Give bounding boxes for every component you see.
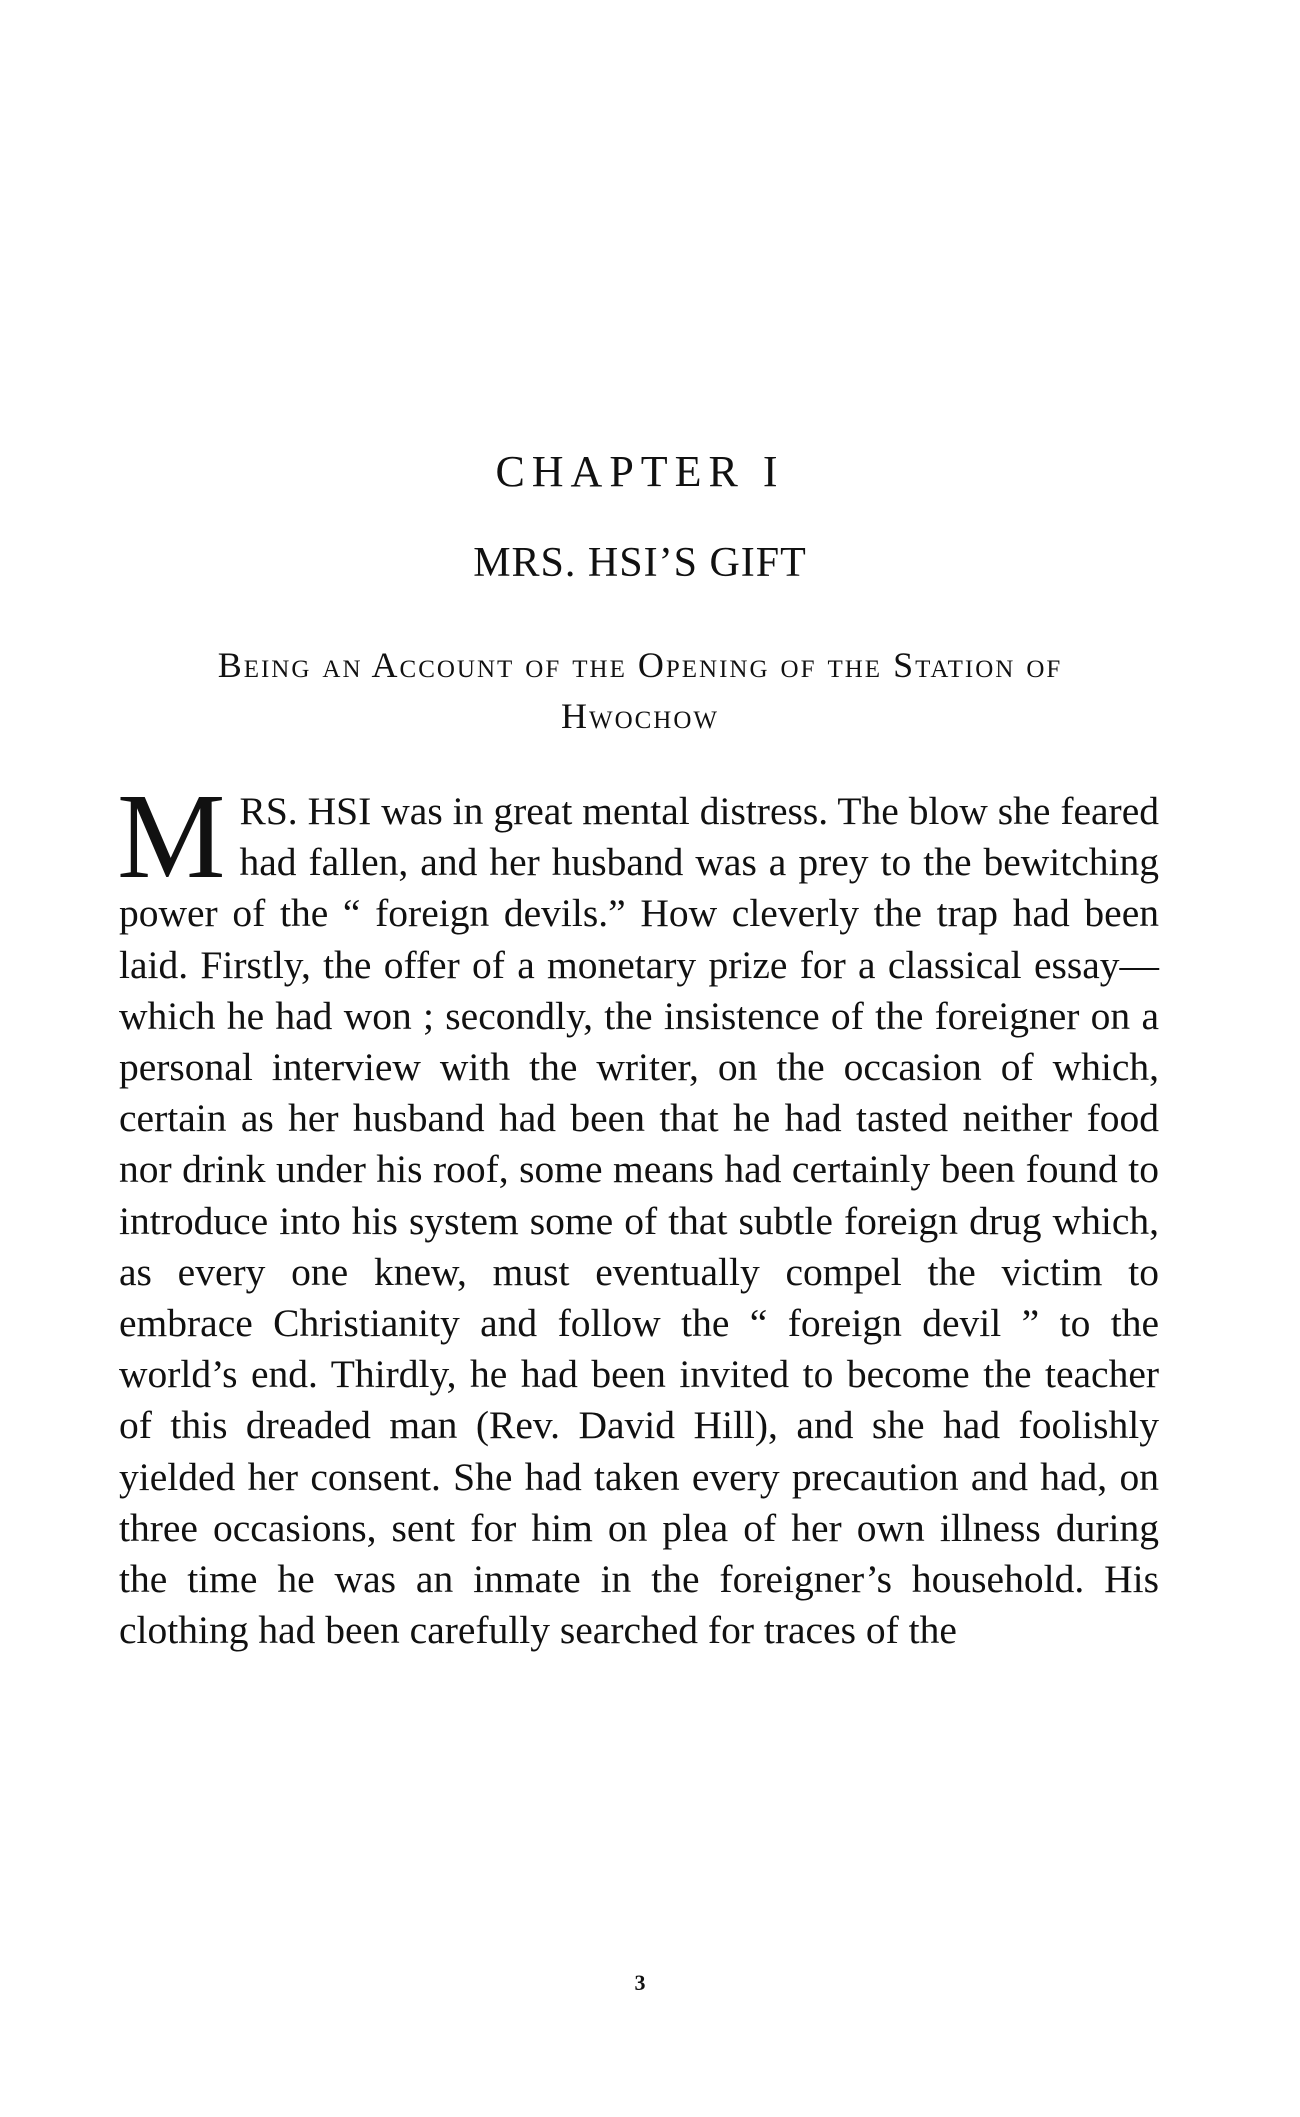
- chapter-subtitle: Being an Account of the Opening of the Station of Hwochow: [217, 645, 1063, 736]
- chapter-title: MRS. HSI’S GIFT: [473, 540, 807, 586]
- drop-cap: M: [117, 769, 226, 904]
- body-text: RS. HSI was in great mental distress. The blow she feared had fallen, and her husband was a prey to the bewitching power of the “ foreign devils.” How cleverly the trap had been laid. Firstly, the offer of a monetary prize for a classical essay—which he had won ; secondly, the insistence of the foreigner on a personal interview with the writer, on the occasion of which, certain as her husband had been that he had tasted neither food nor drink under his roof, some means had certainly been found to introduce into his system some of that subtle foreign drug which, as every one knew, must eventually compel the victim to embrace Christianity and follow the “ foreign devil ” to the world’s end. Thirdly, he had been invited to become the teacher of this dreaded man (Rev. David Hill), and she had foolishly yielded her consent. She had taken every precaution and had, on three occasions, sent for him on plea of her own illness during the time he was an inmate in the foreigner’s household. His clothing had been carefully searched for traces of the: [119, 789, 1159, 1653]
- chapter-number: CHAPTER I: [495, 447, 785, 496]
- page-number: 3: [634, 1970, 646, 1995]
- body-paragraph: [117, 769, 1159, 1656]
